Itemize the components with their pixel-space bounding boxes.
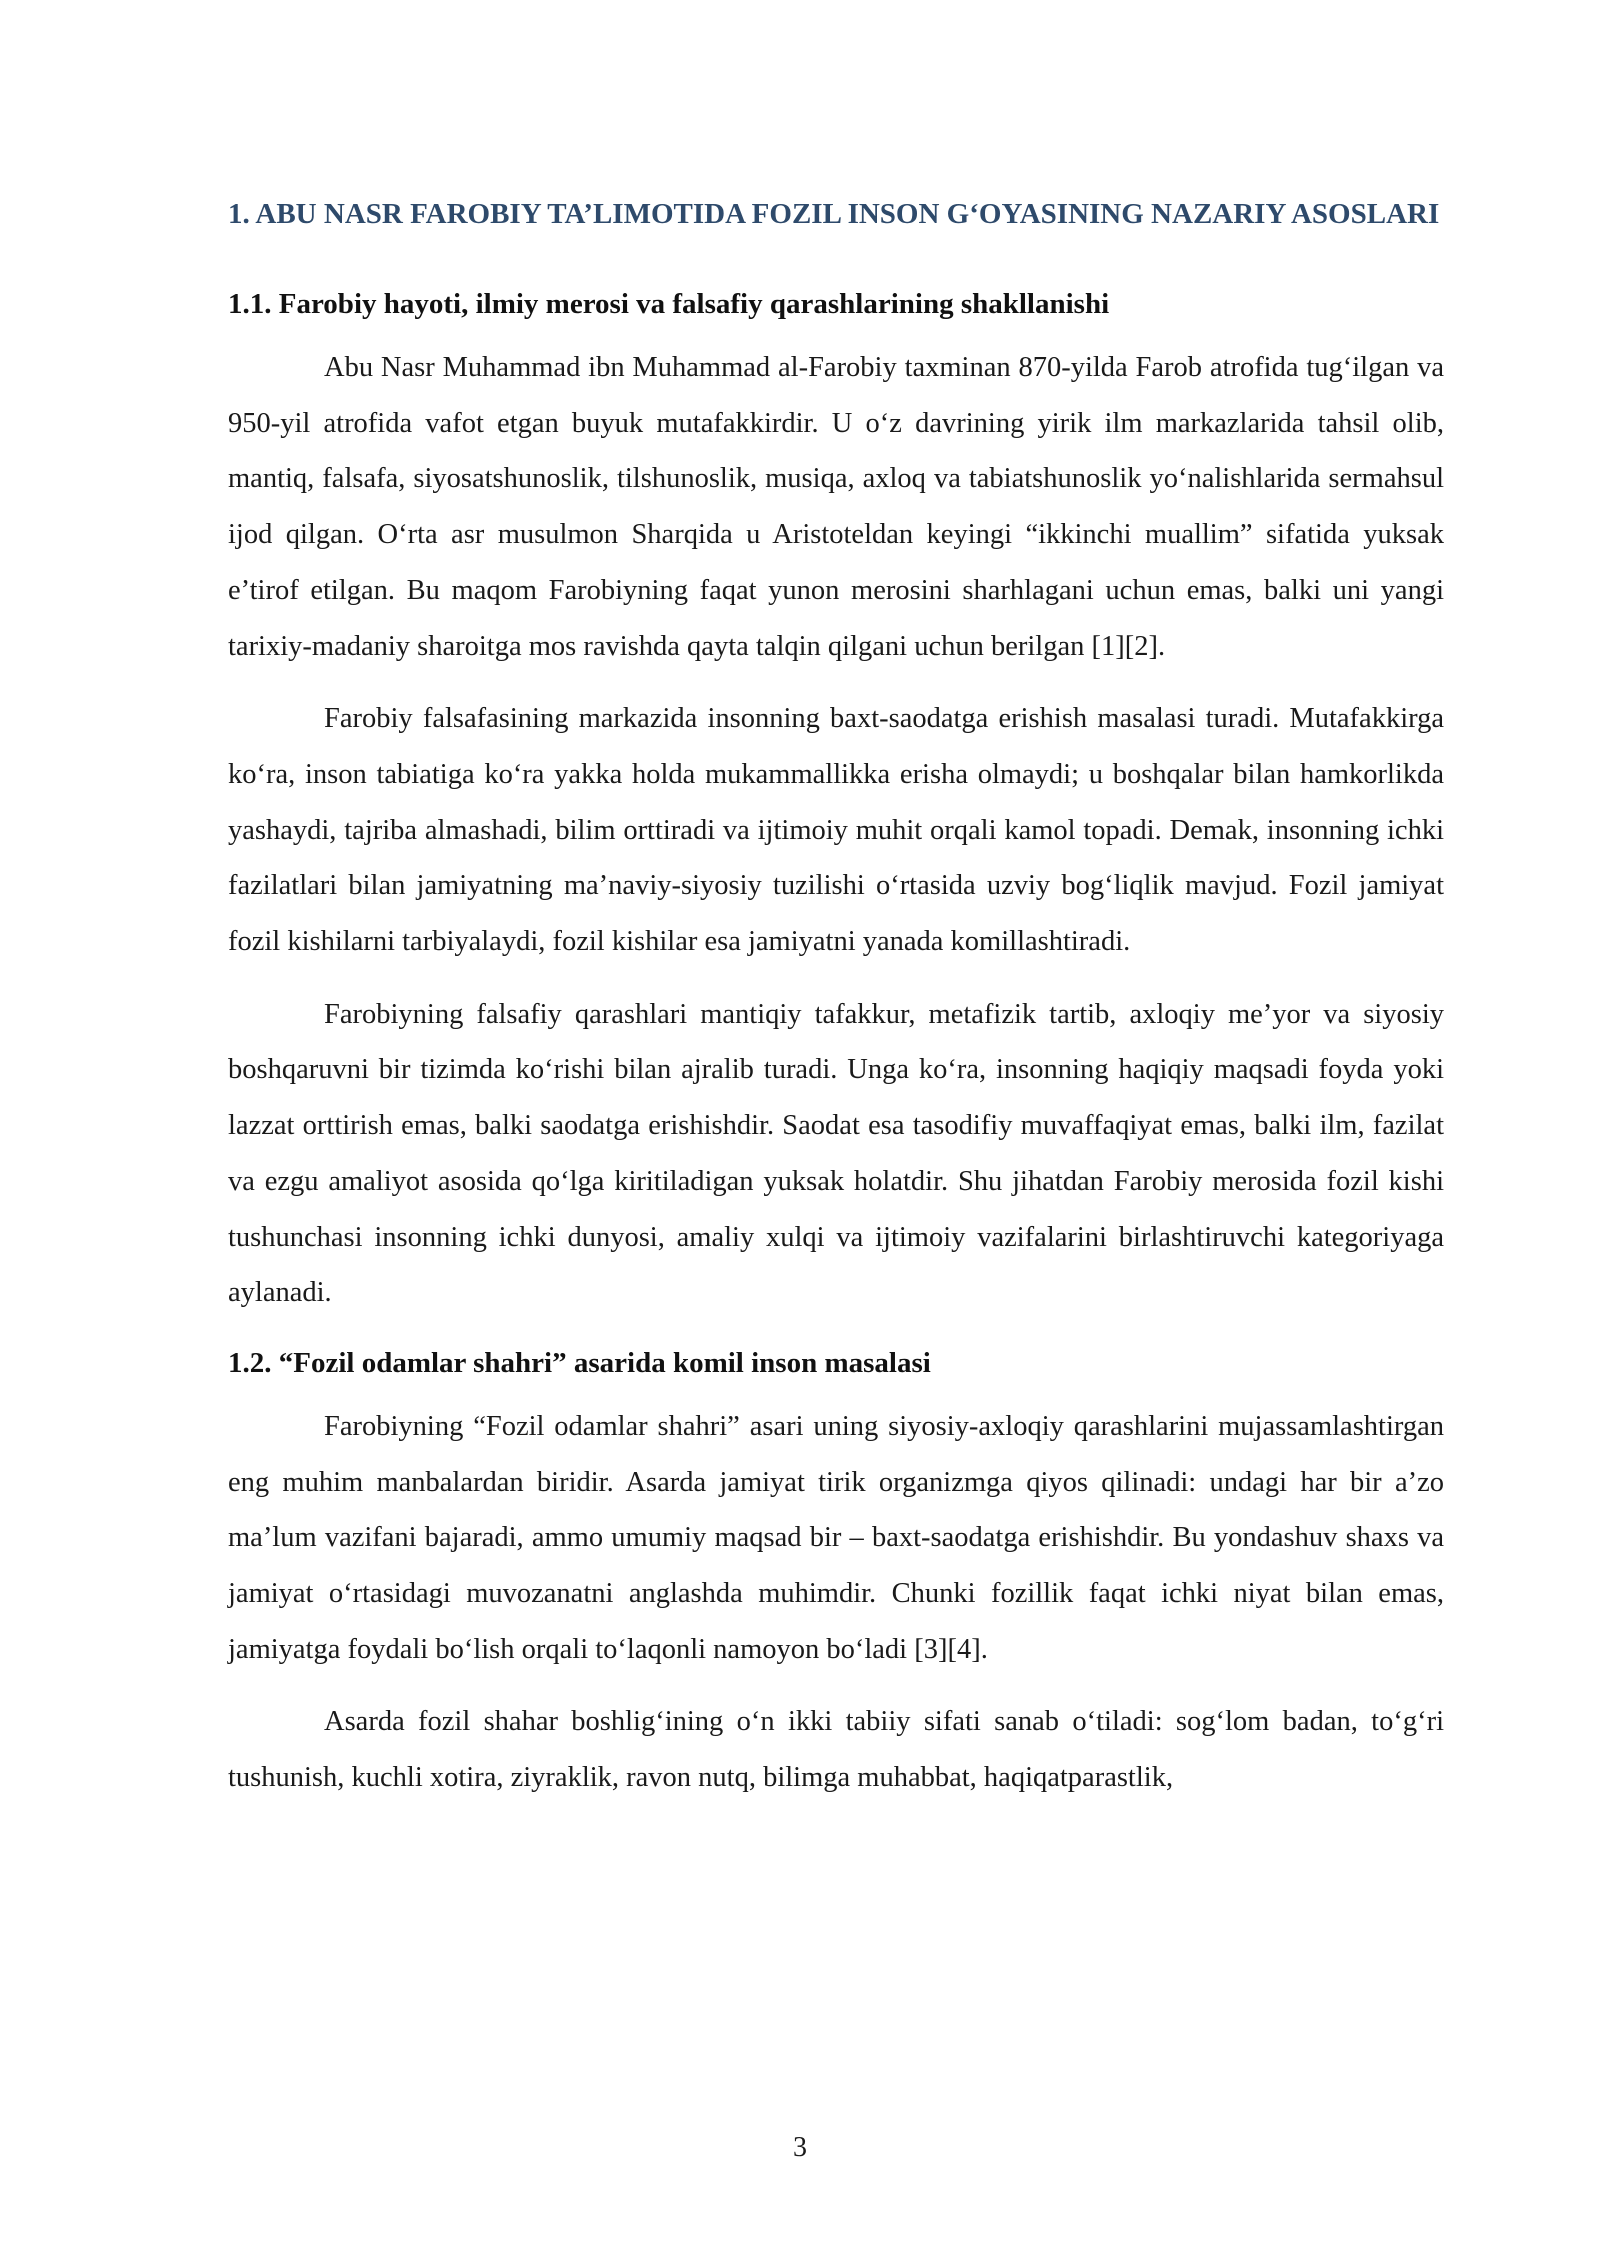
document-page — [228, 186, 1444, 1823]
paragraph: Asarda fozil shahar boshlig‘ining o‘n ikki tabiiy sifati sanab o‘tiladi: sog‘lom badan, to‘g‘ri tushunish, kuchli xotira, ziyraklik, ravon nutq, bilimga muhabbat, haqiqatparastlik, — [228, 1706, 1444, 1794]
section-1-2 — [228, 1343, 1444, 1806]
paragraph: Abu Nasr Muhammad ibn Muhammad al-Farobiy taxminan 870-yilda Farob atrofida tug‘ilgan va 950-yil atrofida vafot etgan buyuk mutafakkirdir. U o‘z davrining yirik ilm markazlarida tahsil olib, mantiq, falsafa, siyosatshunoslik, tilshunoslik, musiqa, axloq va tabiatshunoslik yo‘nalishlarida sermahsul ijod qilgan. O‘rta asr musulmon Sharqida u Aristoteldan keyingi “ikkinchi muallim” sifatida yuksak e’tirof etilgan. Bu maqom Farobiyning faqat yunon merosini sharhlagani uchun emas, balki uni yangi tarixiy-madaniy sharoitga mos ravishda qayta talqin qilgani uchun berilgan [1][2]. — [228, 352, 1444, 662]
chapter-title: 1. ABU NASR FAROBIY TA’LIMOTIDA FOZIL INSON G‘OYASINING NAZARIY ASOSLARI — [228, 198, 1440, 230]
section-title: 1.2. “Fozil odamlar shahri” asarida komil inson masalasi — [228, 1346, 931, 1379]
section-title: 1.1. Farobiy hayoti, ilmiy merosi va falsafiy qarashlarining shakllanishi — [228, 288, 1110, 320]
paragraph: Farobiyning “Fozil odamlar shahri” asari uning siyosiy-axloqiy qarashlarini mujassamlashtirgan eng muhim manbalardan biridir. Asarda jamiyat tirik organizmga qiyos qilinadi: undagi har bir a’zo ma’lum vazifani bajaradi, ammo umumiy maqsad bir – baxt-saodatga erishishdir. Bu yondashuv shaxs va jamiyat o‘rtasidagi muvozanatni anglashda muhimdir. Chunki fozillik faqat ichki niyat bilan emas, jamiyatga foydali bo‘lish orqali to‘laqonli namoyon bo‘ladi [3][4]. — [228, 1410, 1444, 1665]
paragraph: Farobiyning falsafiy qarashlari mantiqiy tafakkur, metafizik tartib, axloqiy me’yor va siyosiy boshqaruvni bir tizimda ko‘rishi bilan ajralib turadi. Unga ko‘ra, insonning haqiqiy maqsadi foyda yoki lazzat orttirish emas, balki saodatga erishishdir. Saodat esa tasodifiy muvaffaqiyat emas, balki ilm, fazilat va ezgu amaliyot asosida qo‘lga kiritiladigan yuksak holatdir. Shu jihatdan Farobiy merosida fozil kishi tushunchasi insonning ichki dunyosi, amaliy xulqi va ijtimoiy vazifalarini birlashtiruvchi kategoriyaga aylanadi. — [228, 998, 1444, 1309]
paragraph: Farobiy falsafasining markazida insonning baxt-saodatga erishish masalasi turadi. Mutafakkirga ko‘ra, inson tabiatiga ko‘ra yakka holda mukammallikka erisha olmaydi; u boshqalar bilan hamkorlikda yashaydi, tajriba almashadi, bilim orttiradi va ijtimoiy muhit orqali kamol topadi. Demak, insonning ichki fazilatlari bilan jamiyatning ma’naviy-siyosiy tuzilishi o‘rtasida uzviy bog‘liqlik mavjud. Fozil jamiyat fozil kishilarni tarbiyalaydi, fozil kishilar esa jamiyatni yanada komillashtiradi. — [228, 703, 1444, 958]
page-number: 3 — [793, 2132, 807, 2163]
section-1-1 — [228, 284, 1444, 1321]
